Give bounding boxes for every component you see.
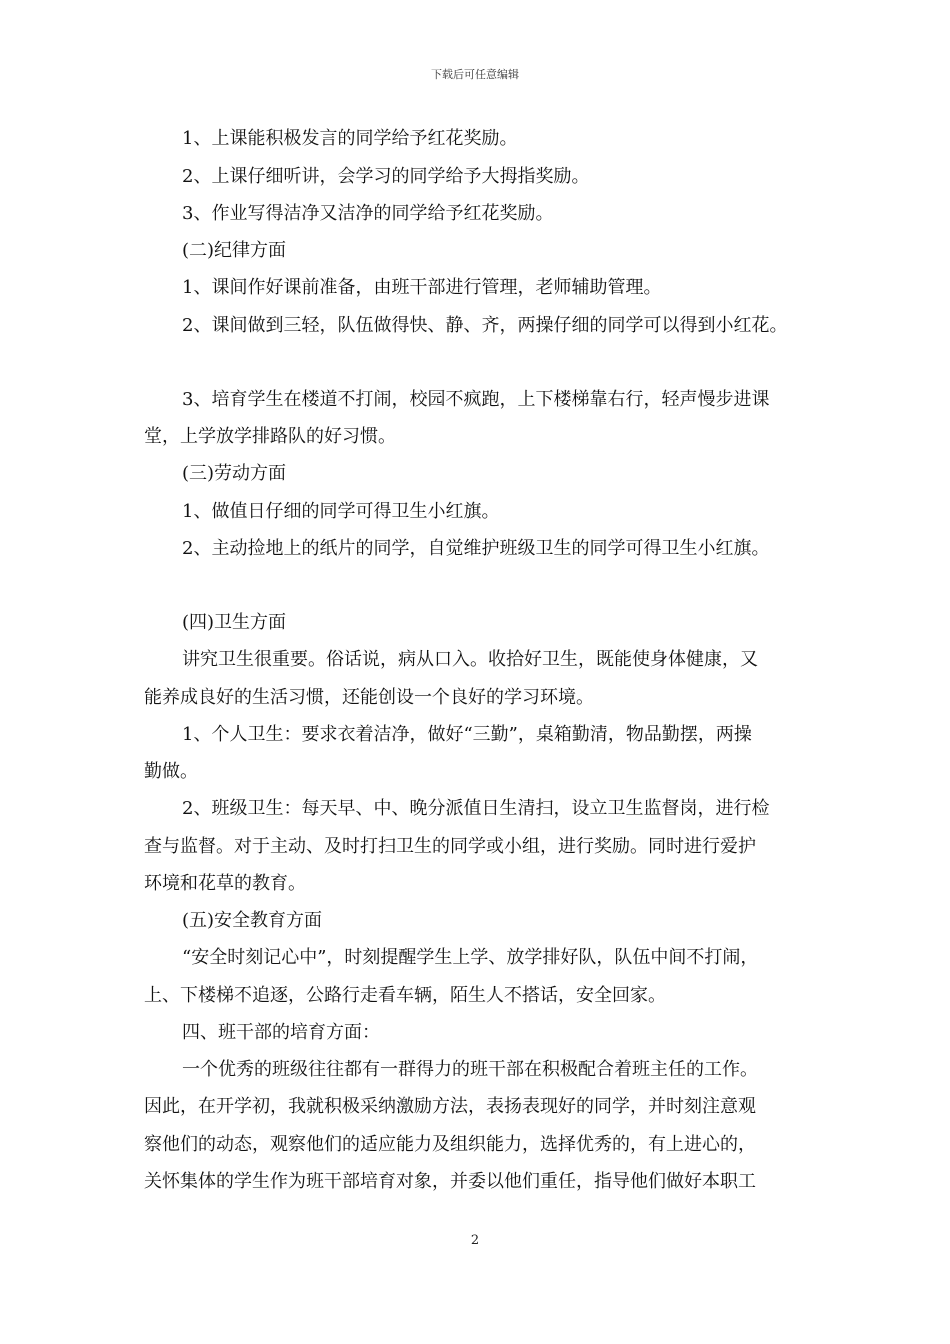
- paragraph-line: 查与监督。对于主动、及时打扫卫生的同学或小组，进行奖励。同时进行爱护: [144, 836, 756, 857]
- page-header: 下载后可任意编辑: [431, 68, 519, 81]
- paragraph-line: 2、班级卫生：每天早、中、晚分派值日生清扫，设立卫生监督岗，进行检: [182, 798, 770, 819]
- paragraph-line: 因此，在开学初，我就积极采纳激励方法，表扬表现好的同学，并时刻注意观: [144, 1096, 756, 1117]
- paragraph-line: 环境和花草的教育。: [144, 873, 306, 894]
- paragraph-line: 勤做。: [144, 761, 198, 782]
- section-heading: 四、班干部的培育方面：: [182, 1022, 380, 1043]
- paragraph-line: 讲究卫生很重要。俗话说，病从口入。收拾好卫生，既能使身体健康，又: [182, 649, 758, 670]
- paragraph-line: 2、上课仔细听讲，会学习的同学给予大拇指奖励。: [182, 166, 590, 187]
- paragraph-line: 2、课间做到三轻，队伍做得快、静、齐，两操仔细的同学可以得到小红花。: [182, 315, 788, 336]
- section-heading: (二)纪律方面: [182, 240, 287, 261]
- paragraph-line: 堂，上学放学排路队的好习惯。: [144, 426, 396, 447]
- paragraph-line: 关怀集体的学生作为班干部培育对象，并委以他们重任，指导他们做好本职工: [144, 1171, 756, 1192]
- paragraph-line: 2、主动捡地上的纸片的同学，自觉维护班级卫生的同学可得卫生小红旗。: [182, 538, 770, 559]
- paragraph-line: 3、培育学生在楼道不打闹，校园不疯跑，上下楼梯靠右行，轻声慢步进课: [182, 389, 770, 410]
- section-heading: (三)劳动方面: [182, 463, 287, 484]
- paragraph-line: 1、上课能积极发言的同学给予红花奖励。: [182, 128, 518, 149]
- page-number: 2: [470, 1233, 480, 1248]
- paragraph-line: 1、课间作好课前准备，由班干部进行管理，老师辅助管理。: [182, 277, 662, 298]
- paragraph-line: 察他们的动态，观察他们的适应能力及组织能力，选择优秀的，有上进心的，: [144, 1134, 756, 1155]
- section-heading: (四)卫生方面: [182, 612, 287, 633]
- paragraph-line: 3、作业写得洁净又洁净的同学给予红花奖励。: [182, 203, 554, 224]
- paragraph-line: 能养成良好的生活习惯，还能创设一个良好的学习环境。: [144, 687, 594, 708]
- paragraph-line: 1、个人卫生：要求衣着洁净，做好“三勤”，桌箱勤清，物品勤摆，两操: [182, 724, 752, 745]
- paragraph-line: 1、做值日仔细的同学可得卫生小红旗。: [182, 501, 500, 522]
- paragraph-line: 上、下楼梯不追逐，公路行走看车辆，陌生人不搭话，安全回家。: [144, 985, 666, 1006]
- paragraph-line: 一个优秀的班级往往都有一群得力的班干部在积极配合着班主任的工作。: [182, 1059, 758, 1080]
- section-heading: (五)安全教育方面: [182, 910, 323, 931]
- paragraph-line: “安全时刻记心中”，时刻提醒学生上学、放学排好队，队伍中间不打闹，: [182, 947, 759, 968]
